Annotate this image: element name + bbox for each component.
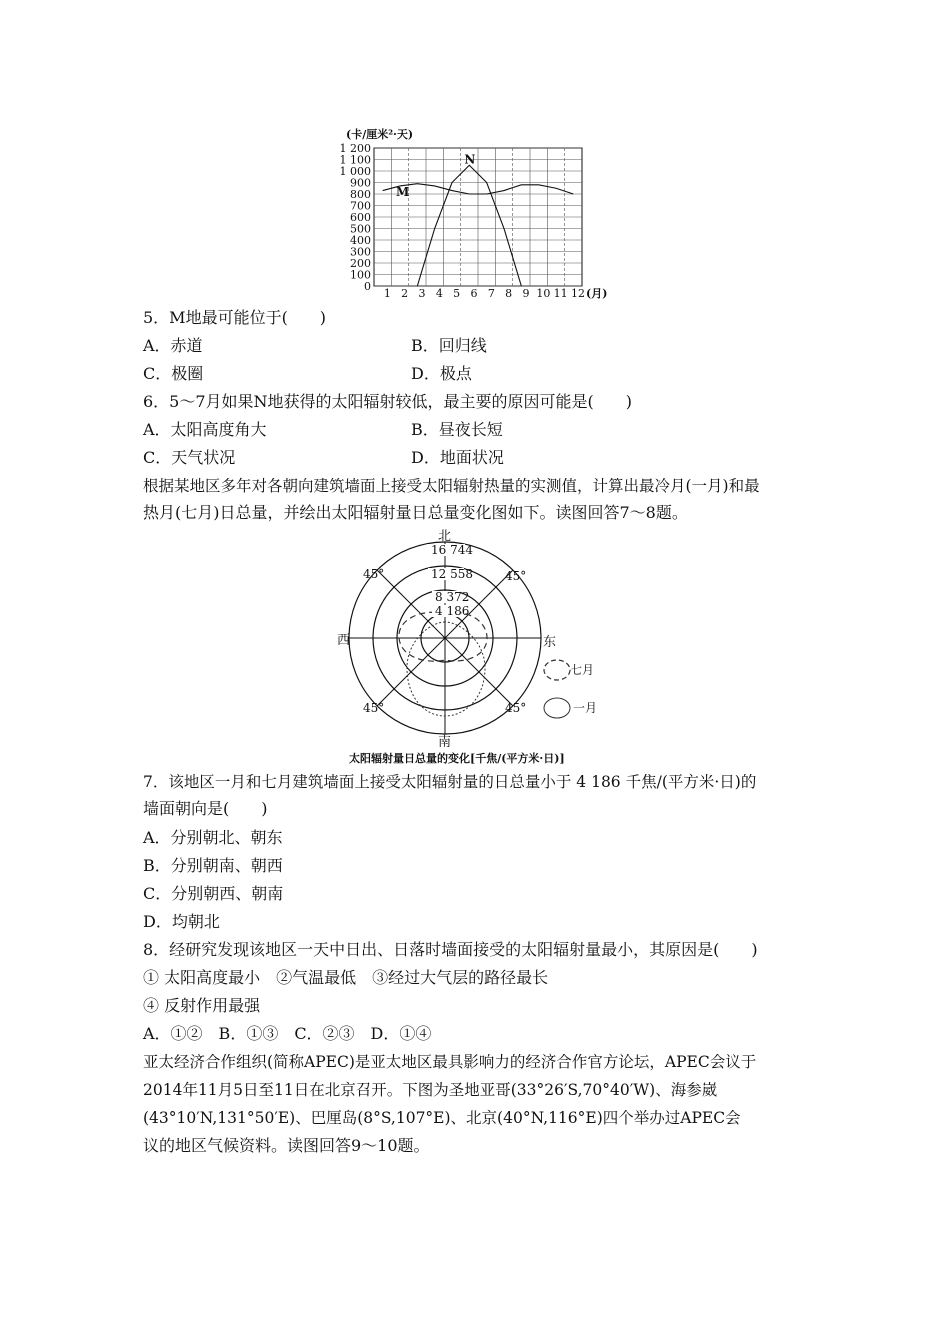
chart-y-tick-label: 1 200 xyxy=(339,142,371,155)
q7-option-b[interactable]: B．分别朝南、朝西 xyxy=(143,856,283,875)
q6-option-b[interactable]: B．昼夜长短 xyxy=(411,420,503,439)
chart-x-unit: (月) xyxy=(586,287,608,300)
legend-jan-label: 一月 xyxy=(573,701,598,715)
chart-y-tick-label: 200 xyxy=(350,257,371,270)
q5-option-d[interactable]: D．极点 xyxy=(411,364,472,383)
ring-label-4186: 4 186 xyxy=(435,604,470,618)
chart-y-ticks xyxy=(340,142,372,293)
chart-y-tick-label: 400 xyxy=(350,234,371,247)
q7-stem-line2: 墙面朝向是( ) xyxy=(143,799,268,818)
july-curve xyxy=(399,612,487,661)
series-label-n: N xyxy=(464,152,476,167)
q7-option-a[interactable]: A．分别朝北、朝东 xyxy=(143,828,283,847)
intro-9-10-line2: 2014年11月5日至11日在北京召开。下图为圣地亚哥(33°26′S,70°40′W)、海参崴 xyxy=(143,1081,718,1099)
intro-9-10-line3: (43°10′N,131°50′E)、巴厘岛(8°S,107°E)、北京(40°N,116°E)四个举办过APEC会 xyxy=(143,1109,741,1127)
deg-nw: 45° xyxy=(363,567,385,581)
q6-option-d[interactable]: D．地面状况 xyxy=(411,448,504,467)
dir-south: 南 xyxy=(438,735,452,750)
chart-x-tick-label: 7 xyxy=(487,287,495,300)
deg-se: 45° xyxy=(505,701,527,715)
radiation-line-chart xyxy=(330,118,620,303)
chart-y-tick-label: 800 xyxy=(350,188,371,201)
polar-radiation-diagram xyxy=(335,528,625,768)
chart-y-tick-label: 0 xyxy=(364,280,371,293)
q7-stem-line1: 7．该地区一月和七月建筑墙面上接受太阳辐射量的日总量小于 4 186 千焦/(平方米·日)的 xyxy=(143,773,757,791)
chart-x-tick-label: 11 xyxy=(553,287,568,300)
chart-x-tick-label: 9 xyxy=(522,287,530,300)
chart-y-tick-label: 1 100 xyxy=(339,153,371,167)
q5-option-a[interactable]: A．赤道 xyxy=(143,336,203,355)
chart-grid xyxy=(374,148,582,286)
chart-y-unit: (卡/厘米²·天) xyxy=(346,128,414,141)
intro-9-10-line1: 亚太经济合作组织(简称APEC)是亚太地区最具影响力的经济合作官方论坛，APEC会议于 xyxy=(143,1053,757,1071)
chart-y-tick-label: 900 xyxy=(350,176,371,190)
dir-north: 北 xyxy=(438,529,452,544)
q5-option-c[interactable]: C．极圈 xyxy=(143,364,204,383)
chart-y-tick-label: 500 xyxy=(350,222,371,236)
chart-y-tick-label: 700 xyxy=(350,199,371,213)
q6-stem: 6．5～7月如果N地获得的太阳辐射较低，最主要的原因可能是( ) xyxy=(143,392,633,411)
january-curve xyxy=(407,622,485,716)
intro-9-10-line4: 议的地区气候资料。读图回答9～10题。 xyxy=(143,1136,430,1155)
chart-y-tick-label: 300 xyxy=(350,245,371,259)
ring-label-16744: 16 744 xyxy=(431,543,473,557)
series-line-n xyxy=(417,165,521,286)
polar-caption: 太阳辐射量日总量的变化[千焦/(平方米·日)] xyxy=(349,752,565,765)
dir-west: 西 xyxy=(337,633,351,648)
chart-x-tick-label: 4 xyxy=(435,287,443,300)
intro-7-8-line1: 根据某地区多年对各朝向建筑墙面上接受太阳辐射热量的实测值，计算出最冷月(一月)和最 xyxy=(143,477,760,495)
chart-y-tick-label: 100 xyxy=(350,268,371,282)
q8-options[interactable]: A．①② B．①③ C．②③ D．①④ xyxy=(143,1024,432,1043)
q6-option-a[interactable]: A．太阳高度角大 xyxy=(143,420,267,439)
legend-jan-swatch xyxy=(544,698,570,718)
q5-stem: 5．M地最可能位于( ) xyxy=(143,308,327,327)
chart-x-tick-label: 10 xyxy=(536,287,551,300)
series-label-m: M xyxy=(396,184,410,199)
chart-x-tick-label: 6 xyxy=(470,287,478,300)
chart-x-tick-label: 2 xyxy=(401,287,409,300)
q7-option-d[interactable]: D．均朝北 xyxy=(143,912,220,931)
q8-stem: 8．经研究发现该地区一天中日出、日落时墙面接受的太阳辐射量最小，其原因是( ) xyxy=(143,940,758,959)
q8-statements-2: ④ 反射作用最强 xyxy=(143,996,261,1015)
chart-x-tick-label: 12 xyxy=(571,287,585,300)
chart-x-ticks xyxy=(384,287,585,300)
chart-y-tick-label: 600 xyxy=(350,211,371,224)
q8-statements-1: ① 太阳高度最小 ②气温最低 ③经过大气层的路径最长 xyxy=(143,968,549,987)
ring-label-12558: 12 558 xyxy=(431,567,473,581)
legend-july-label: 七月 xyxy=(570,663,595,677)
q6-option-c[interactable]: C．天气状况 xyxy=(143,448,236,467)
legend-july-swatch xyxy=(544,660,570,680)
dir-east: 东 xyxy=(543,635,557,650)
deg-sw: 45° xyxy=(363,701,385,715)
chart-x-tick-label: 3 xyxy=(418,287,426,300)
q5-option-b[interactable]: B．回归线 xyxy=(411,336,487,355)
chart-y-tick-label: 1 000 xyxy=(339,165,371,178)
q7-option-c[interactable]: C．分别朝西、朝南 xyxy=(143,884,284,903)
deg-ne: 45° xyxy=(505,569,527,583)
chart-x-tick-label: 8 xyxy=(505,287,513,300)
chart-x-tick-label: 1 xyxy=(383,287,391,300)
chart-x-tick-label: 5 xyxy=(453,287,461,300)
ring-label-8372: 8 372 xyxy=(435,590,470,604)
intro-7-8-line2: 热月(七月)日总量，并绘出太阳辐射量日总量变化图如下。读图回答7～8题。 xyxy=(143,503,688,522)
